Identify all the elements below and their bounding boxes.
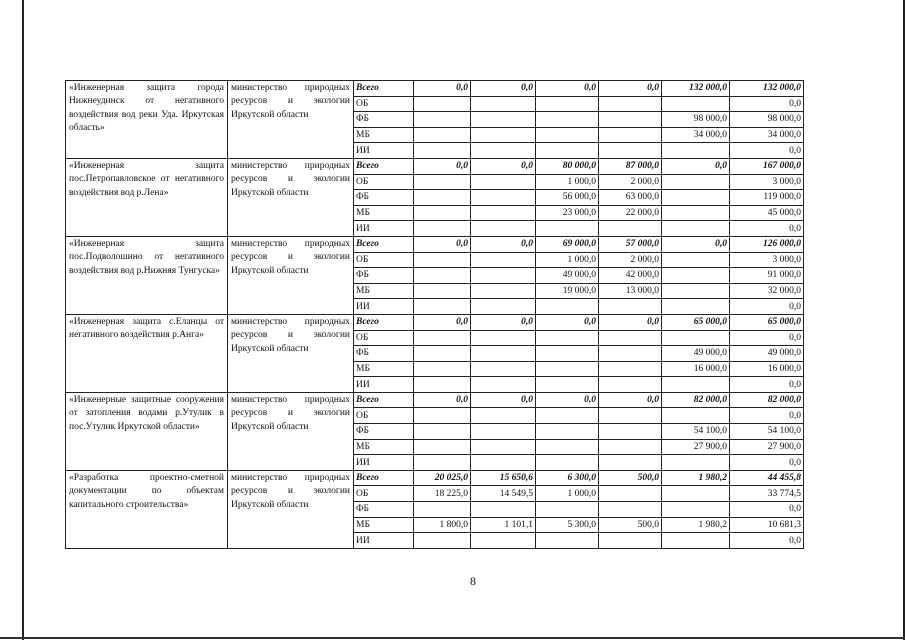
amount-cell: 1 980,2 (662, 517, 730, 533)
amount-cell (662, 174, 730, 190)
funding-source-cell: ФБ (354, 190, 414, 206)
row-total-cell: 132 000,0 (730, 81, 804, 97)
executor-cell: министерство природных ресурсов и экологии Иркутской области (228, 392, 354, 470)
funding-source-cell: ОБ (354, 330, 414, 346)
table-row (66, 470, 804, 486)
funding-source-cell: МБ (354, 517, 414, 533)
funding-source-cell: ОБ (354, 252, 414, 268)
amount-cell (599, 439, 662, 455)
amount-cell: 42 000,0 (599, 268, 662, 284)
funding-source-cell: ОБ (354, 174, 414, 190)
funding-source-cell: ИИ (354, 221, 414, 237)
amount-cell (471, 112, 536, 128)
amount-cell (599, 455, 662, 471)
amount-cell: 0,0 (471, 392, 536, 408)
funding-source-cell: Всего (354, 470, 414, 486)
amount-cell (599, 346, 662, 362)
amount-cell: 1 000,0 (536, 174, 599, 190)
funding-source-cell: ИИ (354, 377, 414, 393)
amount-cell: 16 000,0 (662, 361, 730, 377)
funding-source-cell: МБ (354, 283, 414, 299)
amount-cell (599, 502, 662, 518)
amount-cell (471, 439, 536, 455)
amount-cell (414, 439, 471, 455)
table-row (66, 81, 804, 97)
amount-cell (536, 330, 599, 346)
amount-cell (471, 268, 536, 284)
row-total-cell: 119 000,0 (730, 190, 804, 206)
funding-source-cell: ОБ (354, 486, 414, 502)
amount-cell (536, 439, 599, 455)
amount-cell (471, 205, 536, 221)
amount-cell (536, 143, 599, 159)
amount-cell: 0,0 (599, 314, 662, 330)
amount-cell (536, 299, 599, 315)
amount-cell (414, 221, 471, 237)
project-name-cell: «Разработка проектно-сметной документации по объектам капитального строительства» (66, 470, 228, 548)
amount-cell (471, 408, 536, 424)
funding-source-cell: ФБ (354, 112, 414, 128)
amount-cell: 56 000,0 (536, 190, 599, 206)
amount-cell: 0,0 (414, 392, 471, 408)
row-total-cell: 0,0 (730, 96, 804, 112)
amount-cell (662, 252, 730, 268)
amount-cell (536, 112, 599, 128)
amount-cell (471, 377, 536, 393)
project-name-cell: «Инженерная защита пос.Подволошино от негативного воздействия вод р.Нижняя Тунгуска» (66, 236, 228, 314)
amount-cell (414, 346, 471, 362)
amount-cell: 0,0 (471, 236, 536, 252)
row-total-cell: 45 000,0 (730, 205, 804, 221)
executor-cell: министерство природных ресурсов и экологии Иркутской области (228, 158, 354, 236)
amount-cell (471, 424, 536, 440)
amount-cell (471, 361, 536, 377)
amount-cell (414, 377, 471, 393)
funding-source-cell: ОБ (354, 408, 414, 424)
amount-cell (662, 502, 730, 518)
amount-cell: 57 000,0 (599, 236, 662, 252)
funding-source-cell: ФБ (354, 268, 414, 284)
row-total-cell: 34 000,0 (730, 127, 804, 143)
amount-cell (662, 205, 730, 221)
amount-cell (471, 96, 536, 112)
amount-cell: 22 000,0 (599, 205, 662, 221)
amount-cell (662, 283, 730, 299)
executor-cell: министерство природных ресурсов и экологии Иркутской области (228, 81, 354, 159)
funding-source-cell: ФБ (354, 424, 414, 440)
amount-cell (471, 252, 536, 268)
amount-cell: 1 800,0 (414, 517, 471, 533)
amount-cell (414, 424, 471, 440)
funding-source-cell: ОБ (354, 96, 414, 112)
amount-cell (414, 96, 471, 112)
funding-source-cell: ИИ (354, 299, 414, 315)
amount-cell (471, 283, 536, 299)
amount-cell (536, 221, 599, 237)
row-total-cell: 0,0 (730, 143, 804, 159)
amount-cell (662, 486, 730, 502)
row-total-cell: 3 000,0 (730, 174, 804, 190)
amount-cell: 2 000,0 (599, 252, 662, 268)
amount-cell: 0,0 (414, 314, 471, 330)
funding-table-body (66, 81, 804, 549)
amount-cell (414, 361, 471, 377)
amount-cell (414, 533, 471, 549)
amount-cell (471, 174, 536, 190)
amount-cell: 82 000,0 (662, 392, 730, 408)
amount-cell (599, 96, 662, 112)
funding-source-cell: Всего (354, 314, 414, 330)
amount-cell: 27 900,0 (662, 439, 730, 455)
amount-cell (599, 330, 662, 346)
amount-cell: 0,0 (662, 158, 730, 174)
row-total-cell: 0,0 (730, 377, 804, 393)
amount-cell (536, 455, 599, 471)
amount-cell (599, 299, 662, 315)
amount-cell (599, 143, 662, 159)
amount-cell (599, 424, 662, 440)
amount-cell (662, 299, 730, 315)
amount-cell: 0,0 (599, 392, 662, 408)
amount-cell (662, 221, 730, 237)
amount-cell (536, 361, 599, 377)
amount-cell (536, 346, 599, 362)
amount-cell: 0,0 (471, 314, 536, 330)
amount-cell (414, 252, 471, 268)
amount-cell (414, 268, 471, 284)
amount-cell: 69 000,0 (536, 236, 599, 252)
amount-cell: 54 100,0 (662, 424, 730, 440)
amount-cell (536, 377, 599, 393)
row-total-cell: 0,0 (730, 533, 804, 549)
executor-cell: министерство природных ресурсов и экологии Иркутской области (228, 314, 354, 392)
amount-cell (662, 533, 730, 549)
executor-cell: министерство природных ресурсов и экологии Иркутской области (228, 236, 354, 314)
amount-cell (536, 127, 599, 143)
page-number: 8 (470, 574, 476, 588)
amount-cell: 63 000,0 (599, 190, 662, 206)
row-total-cell: 32 000,0 (730, 283, 804, 299)
amount-cell (414, 174, 471, 190)
row-total-cell: 0,0 (730, 408, 804, 424)
table-row (66, 236, 804, 252)
funding-source-cell: Всего (354, 236, 414, 252)
amount-cell (471, 127, 536, 143)
amount-cell (536, 424, 599, 440)
amount-cell (662, 96, 730, 112)
funding-source-cell: ФБ (354, 346, 414, 362)
funding-source-cell: МБ (354, 439, 414, 455)
amount-cell: 0,0 (414, 81, 471, 97)
amount-cell: 98 000,0 (662, 112, 730, 128)
amount-cell (471, 455, 536, 471)
amount-cell (536, 533, 599, 549)
funding-source-cell: ИИ (354, 143, 414, 159)
scan-border-bottom (0, 637, 905, 639)
funding-source-cell: ФБ (354, 502, 414, 518)
amount-cell (471, 143, 536, 159)
amount-cell (414, 205, 471, 221)
amount-cell: 0,0 (414, 236, 471, 252)
amount-cell: 19 000,0 (536, 283, 599, 299)
funding-source-cell: МБ (354, 205, 414, 221)
project-name-cell: «Инженерная защита пос.Петропавловское от негативного воздействия вод р.Лена» (66, 158, 228, 236)
amount-cell: 49 000,0 (536, 268, 599, 284)
row-total-cell: 3 000,0 (730, 252, 804, 268)
row-total-cell: 0,0 (730, 221, 804, 237)
amount-cell (662, 268, 730, 284)
amount-cell (662, 330, 730, 346)
amount-cell (662, 408, 730, 424)
scan-border-left (22, 0, 24, 640)
amount-cell: 0,0 (471, 81, 536, 97)
amount-cell: 14 549,5 (471, 486, 536, 502)
row-total-cell: 167 000,0 (730, 158, 804, 174)
row-total-cell: 10 681,3 (730, 517, 804, 533)
amount-cell: 87 000,0 (599, 158, 662, 174)
row-total-cell: 0,0 (730, 502, 804, 518)
row-total-cell: 65 000,0 (730, 314, 804, 330)
amount-cell (414, 112, 471, 128)
amount-cell (414, 408, 471, 424)
amount-cell (414, 502, 471, 518)
amount-cell: 15 650,6 (471, 470, 536, 486)
amount-cell: 5 300,0 (536, 517, 599, 533)
amount-cell: 132 000,0 (662, 81, 730, 97)
table-row (66, 392, 804, 408)
amount-cell (599, 221, 662, 237)
row-total-cell: 0,0 (730, 330, 804, 346)
amount-cell (662, 377, 730, 393)
row-total-cell: 27 900,0 (730, 439, 804, 455)
amount-cell (471, 190, 536, 206)
amount-cell (471, 299, 536, 315)
amount-cell (662, 455, 730, 471)
row-total-cell: 16 000,0 (730, 361, 804, 377)
funding-source-cell: МБ (354, 361, 414, 377)
amount-cell: 20 025,0 (414, 470, 471, 486)
amount-cell: 1 101,1 (471, 517, 536, 533)
table-row (66, 158, 804, 174)
row-total-cell: 33 774,5 (730, 486, 804, 502)
amount-cell (599, 361, 662, 377)
funding-source-cell: ИИ (354, 533, 414, 549)
amount-cell: 1 980,2 (662, 470, 730, 486)
table-row (66, 314, 804, 330)
amount-cell: 500,0 (599, 470, 662, 486)
amount-cell: 49 000,0 (662, 346, 730, 362)
amount-cell (414, 299, 471, 315)
project-name-cell: «Инженерные защитные сооружения от затопления водами р.Утулик в пос.Утулик Иркутской области» (66, 392, 228, 470)
amount-cell (662, 190, 730, 206)
amount-cell: 0,0 (536, 81, 599, 97)
funding-table (65, 80, 804, 549)
row-total-cell: 0,0 (730, 299, 804, 315)
amount-cell (599, 112, 662, 128)
amount-cell (471, 502, 536, 518)
amount-cell: 80 000,0 (536, 158, 599, 174)
amount-cell (662, 143, 730, 159)
funding-source-cell: Всего (354, 81, 414, 97)
row-total-cell: 44 455,8 (730, 470, 804, 486)
amount-cell (599, 377, 662, 393)
amount-cell: 6 300,0 (536, 470, 599, 486)
row-total-cell: 91 000,0 (730, 268, 804, 284)
amount-cell: 23 000,0 (536, 205, 599, 221)
funding-source-cell: Всего (354, 158, 414, 174)
amount-cell: 18 225,0 (414, 486, 471, 502)
row-total-cell: 49 000,0 (730, 346, 804, 362)
funding-source-cell: МБ (354, 127, 414, 143)
amount-cell (599, 486, 662, 502)
amount-cell: 65 000,0 (662, 314, 730, 330)
funding-source-cell: ИИ (354, 455, 414, 471)
amount-cell (471, 533, 536, 549)
amount-cell: 0,0 (662, 236, 730, 252)
amount-cell (599, 127, 662, 143)
project-name-cell: «Инженерная защита с.Еланцы от негативного воздействия р.Анга» (66, 314, 228, 392)
amount-cell (536, 502, 599, 518)
row-total-cell: 0,0 (730, 455, 804, 471)
amount-cell: 0,0 (414, 158, 471, 174)
row-total-cell: 82 000,0 (730, 392, 804, 408)
amount-cell (414, 455, 471, 471)
amount-cell (414, 143, 471, 159)
amount-cell (471, 346, 536, 362)
amount-cell: 34 000,0 (662, 127, 730, 143)
amount-cell: 1 000,0 (536, 252, 599, 268)
amount-cell (414, 330, 471, 346)
amount-cell: 0,0 (536, 392, 599, 408)
executor-cell: министерство природных ресурсов и экологии Иркутской области (228, 470, 354, 548)
amount-cell: 0,0 (471, 158, 536, 174)
amount-cell: 2 000,0 (599, 174, 662, 190)
amount-cell: 500,0 (599, 517, 662, 533)
row-total-cell: 54 100,0 (730, 424, 804, 440)
amount-cell: 0,0 (536, 314, 599, 330)
amount-cell (599, 533, 662, 549)
amount-cell (414, 283, 471, 299)
amount-cell: 1 000,0 (536, 486, 599, 502)
amount-cell (536, 96, 599, 112)
amount-cell (471, 221, 536, 237)
funding-source-cell: Всего (354, 392, 414, 408)
project-name-cell: «Инженерная защита города Нижнеудинск от негативного воздействия вод реки Уда. Иркутская область» (66, 81, 228, 159)
amount-cell (599, 408, 662, 424)
row-total-cell: 98 000,0 (730, 112, 804, 128)
amount-cell (414, 127, 471, 143)
amount-cell: 0,0 (599, 81, 662, 97)
amount-cell: 13 000,0 (599, 283, 662, 299)
amount-cell (471, 330, 536, 346)
amount-cell (414, 190, 471, 206)
row-total-cell: 126 000,0 (730, 236, 804, 252)
amount-cell (536, 408, 599, 424)
